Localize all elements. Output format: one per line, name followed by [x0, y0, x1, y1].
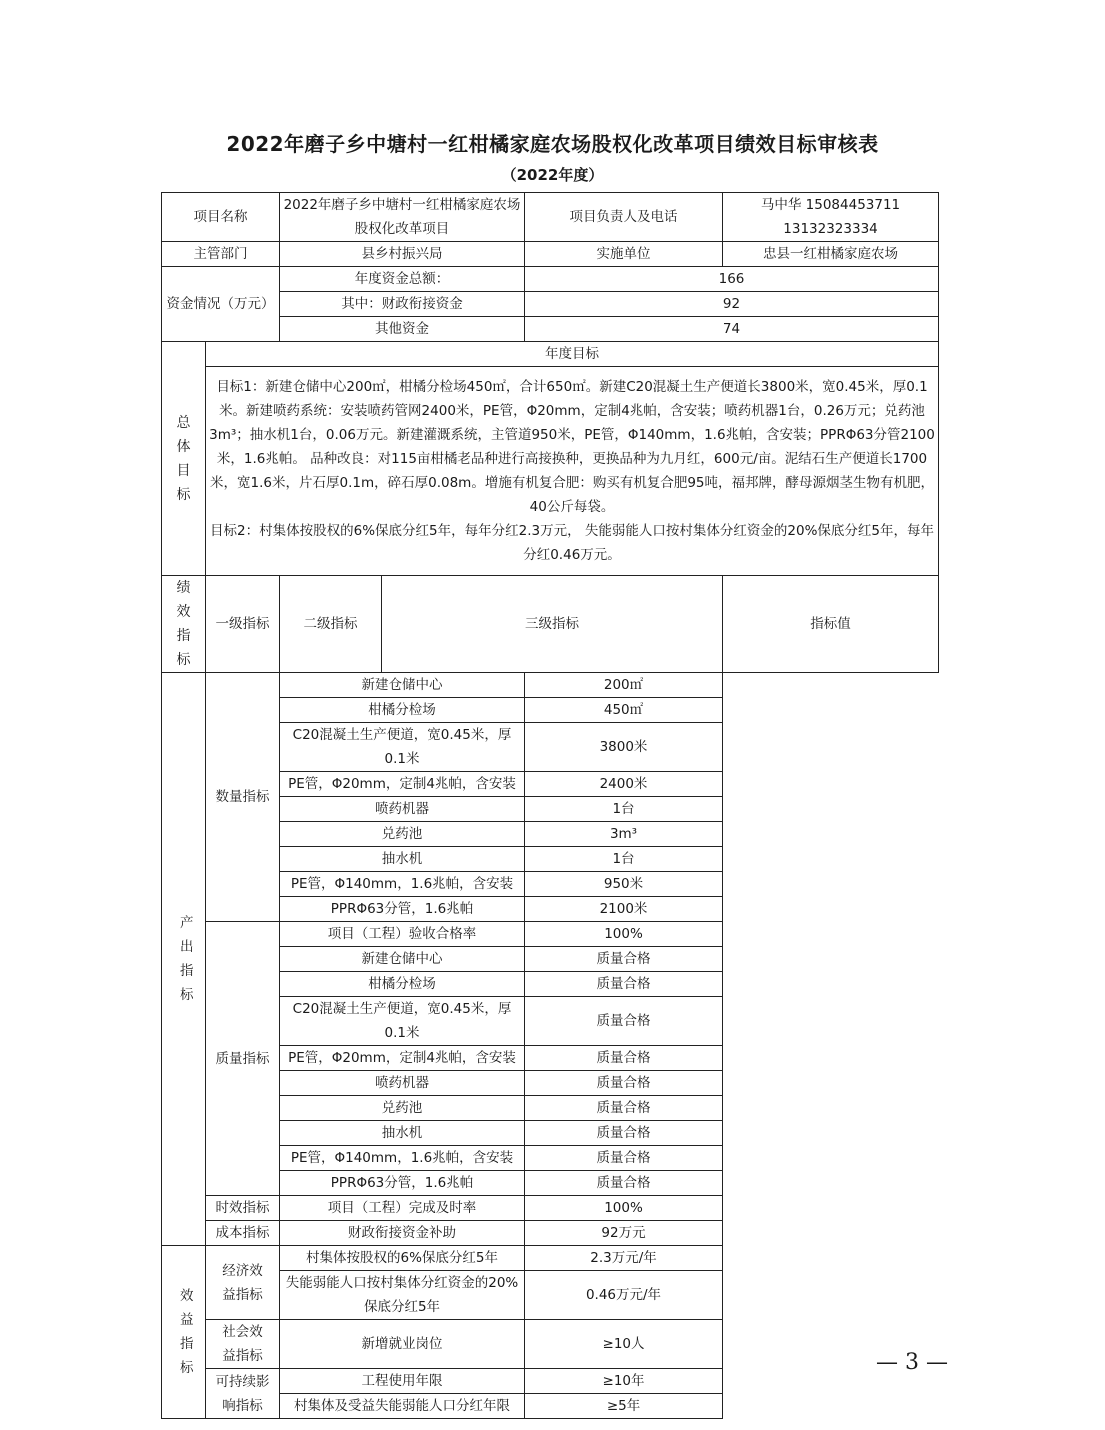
perf-header-row [162, 576, 939, 673]
quantity-label: 数量指标 [206, 673, 280, 922]
output-label: 产出指标 [162, 673, 206, 1246]
timeliness-row [162, 1196, 939, 1221]
goal-2-text: 目标2：村集体按股权的6%保底分红5年，每年分红2.3万元， 失能弱能人口按村集体分红资金的20%保底分红5年，每年分红0.46万元。 [210, 523, 934, 563]
dept-label: 主管部门 [162, 242, 280, 267]
indicator-value: 质量合格 [525, 1046, 723, 1071]
indicator-value: 950米 [525, 872, 723, 897]
indicator-name: 项目（工程）验收合格率 [280, 922, 525, 947]
goals-body [206, 367, 939, 576]
project-name-row [162, 193, 939, 242]
indicator-value: 2.3万元/年 [525, 1246, 723, 1271]
indicator-name: 失能弱能人口按村集体分红资金的20%保底分红5年 [280, 1271, 525, 1320]
goal-1-text: 目标1：新建仓储中心200㎡，柑橘分检场450㎡，合计650㎡。新建C20混凝土生产便道长3800米，宽0.45米，厚0.1米。新建喷药系统：安装喷药管网2400米，PE管，Φ20mm，定制4兆帕，含安装；喷药机器1台，0.26万元；兑药池3m³；抽水机1台，0.06万元。新建灌溉系统，主管道950米，PE管，Φ140mm，1.6兆帕，含安装；PPRΦ63分管2100米，1.6兆帕。 品种改良：对115亩柑橘老品种进行高接换种，更换品种为九月红，600元/亩。泥结石生产便道长1700米，宽1.6米，片石厚0.1m，碎石厚0.08m。增施有机复合肥：购买有机复合肥95吨，福邦牌，酵母源烟茎生物有机肥，40公斤每袋。 [209, 379, 935, 515]
indicator-value: 质量合格 [525, 972, 723, 997]
document-title: 2022年磨子乡中塘村一红柑橘家庭农场股权化改革项目绩效目标审核表 [226, 132, 879, 156]
indicator-value: 100% [525, 922, 723, 947]
indicator-name: 柑橘分检场 [280, 972, 525, 997]
perf-col2: 二级指标 [280, 576, 382, 673]
indicator-name: C20混凝土生产便道，宽0.45米，厚0.1米 [280, 997, 525, 1046]
indicator-value: 92万元 [525, 1221, 723, 1246]
indicator-name: PE管，Φ20mm，定制4兆帕，含安装 [280, 1046, 525, 1071]
indicator-name: C20混凝土生产便道，宽0.45米，厚0.1米 [280, 723, 525, 772]
perf-label [162, 576, 206, 673]
quantity-row [162, 673, 939, 698]
indicator-name: 抽水机 [280, 847, 525, 872]
indicator-value: 质量合格 [525, 1171, 723, 1196]
indicator-name: PE管，Φ20mm，定制4兆帕，含安装 [280, 772, 525, 797]
performance-target-table [161, 192, 939, 1419]
document-subtitle: （2022年度） [501, 166, 604, 184]
impl-value: 忠县一红柑橘家庭农场 [723, 242, 939, 267]
goals-body-row [162, 367, 939, 576]
indicator-name: PPRΦ63分管，1.6兆帕 [280, 1171, 525, 1196]
goals-label [162, 342, 206, 576]
indicator-name: 工程使用年限 [280, 1369, 525, 1394]
cost-row [162, 1221, 939, 1246]
indicator-value: 3800米 [525, 723, 723, 772]
indicator-value: ≥10人 [525, 1320, 723, 1369]
indicator-value: 200㎡ [525, 673, 723, 698]
benefit-label: 效益指标 [162, 1246, 206, 1419]
indicator-value: 质量合格 [525, 1096, 723, 1121]
indicator-value: ≥10年 [525, 1369, 723, 1394]
goals-header: 年度目标 [206, 342, 939, 367]
perf-col1: 一级指标 [206, 576, 280, 673]
quality-label: 质量指标 [206, 922, 280, 1196]
indicator-value: 2100米 [525, 897, 723, 922]
indicator-value: 质量合格 [525, 1121, 723, 1146]
quality-row [162, 922, 939, 947]
indicator-name: 兑药池 [280, 1096, 525, 1121]
goals-header-row [162, 342, 939, 367]
perf-col4: 指标值 [723, 576, 939, 673]
indicator-value: 质量合格 [525, 1146, 723, 1171]
indicator-value: 1台 [525, 797, 723, 822]
indicator-name: 村集体及受益失能弱能人口分红年限 [280, 1394, 525, 1419]
indicator-value: 1台 [525, 847, 723, 872]
funds-other-label: 其他资金 [280, 317, 525, 342]
funds-total-label: 年度资金总额： [280, 267, 525, 292]
indicator-name: 喷药机器 [280, 797, 525, 822]
funds-finance-value: 92 [525, 292, 939, 317]
project-name-label: 项目名称 [162, 193, 280, 242]
indicator-value: 质量合格 [525, 997, 723, 1046]
social-label: 社会效益指标 [206, 1320, 280, 1369]
contact-label: 项目负责人及电话 [525, 193, 723, 242]
sustain-label: 可持续影响指标 [206, 1369, 280, 1419]
indicator-value: ≥5年 [525, 1394, 723, 1419]
indicator-value: 100% [525, 1196, 723, 1221]
indicator-value: 质量合格 [525, 1071, 723, 1096]
funds-finance-label: 其中：财政衔接资金 [280, 292, 525, 317]
contact-value: 马中华 15084453711 13132323334 [723, 193, 939, 242]
indicator-name: 项目（工程）完成及时率 [280, 1196, 525, 1221]
dept-row [162, 242, 939, 267]
dept-value: 县乡村振兴局 [280, 242, 525, 267]
funds-label: 资金情况（万元） [162, 267, 280, 342]
indicator-name: 兑药池 [280, 822, 525, 847]
indicator-name: 抽水机 [280, 1121, 525, 1146]
economic-label: 经济效益指标 [206, 1246, 280, 1320]
indicator-value: 质量合格 [525, 947, 723, 972]
indicator-name: PE管，Φ140mm，1.6兆帕，含安装 [280, 1146, 525, 1171]
funds-total-value: 166 [525, 267, 939, 292]
indicator-name: 新建仓储中心 [280, 673, 525, 698]
indicator-value: 0.46万元/年 [525, 1271, 723, 1320]
perf-label-text: 绩效指标 [176, 580, 191, 668]
indicator-name: 新建仓储中心 [280, 947, 525, 972]
indicator-name: 柑橘分检场 [280, 698, 525, 723]
sustain-row [162, 1369, 939, 1394]
project-name-value: 2022年磨子乡中塘村一红柑橘家庭农场股权化改革项目 [280, 193, 525, 242]
indicator-name: PPRΦ63分管，1.6兆帕 [280, 897, 525, 922]
indicator-value: 3m³ [525, 822, 723, 847]
funds-total-row [162, 267, 939, 292]
funds-other-value: 74 [525, 317, 939, 342]
cost-label: 成本指标 [206, 1221, 280, 1246]
indicator-name: 村集体按股权的6%保底分红5年 [280, 1246, 525, 1271]
indicator-name: PE管，Φ140mm，1.6兆帕，含安装 [280, 872, 525, 897]
indicator-name: 喷药机器 [280, 1071, 525, 1096]
perf-col3: 三级指标 [382, 576, 723, 673]
economic-row [162, 1246, 939, 1271]
indicator-value: 450㎡ [525, 698, 723, 723]
social-row [162, 1320, 939, 1369]
impl-label: 实施单位 [525, 242, 723, 267]
indicator-value: 2400米 [525, 772, 723, 797]
indicator-name: 财政衔接资金补助 [280, 1221, 525, 1246]
indicator-name: 新增就业岗位 [280, 1320, 525, 1369]
page-number: — 3 — [876, 1350, 948, 1375]
goals-label-text: 总体目标 [176, 414, 191, 503]
timeliness-label: 时效指标 [206, 1196, 280, 1221]
